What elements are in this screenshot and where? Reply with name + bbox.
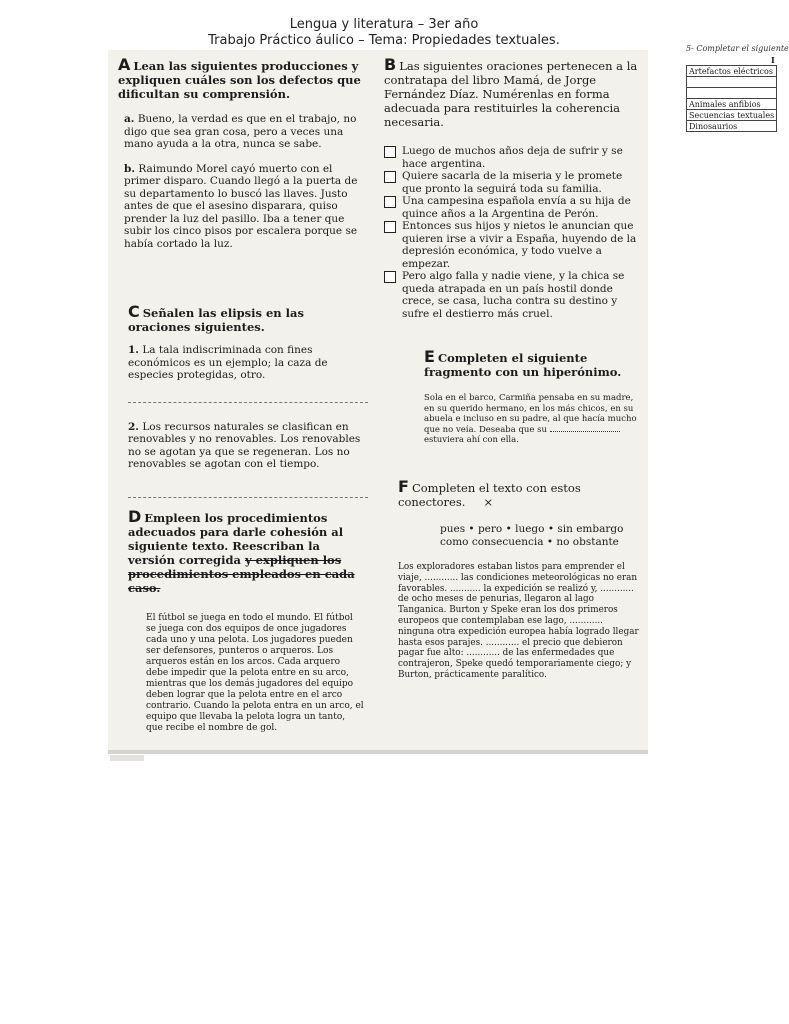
scan-edge <box>108 750 648 754</box>
list-item: Luego de muchos años deja de sufrir y se hace argentina. <box>384 145 640 170</box>
order-checkbox[interactable] <box>384 221 396 233</box>
section-b-instruction: Las siguientes oraciones pertenecen a la contratapa del libro Mamá, de Jorge Fernández Díaz. Numérenlas en forma adecuada para restituirles la coherencia necesaria. <box>384 59 638 129</box>
answer-line <box>128 497 368 498</box>
order-checkbox[interactable] <box>384 196 396 208</box>
section-f <box>398 477 640 681</box>
order-checkbox[interactable] <box>384 146 396 158</box>
section-e-instruction: Completen el siguiente fragmento con un hiperónimo. <box>424 351 622 379</box>
section-b-letter: B <box>384 55 397 74</box>
answer-line <box>128 402 368 403</box>
section-f-instruction: Completen el texto con estos conectores. <box>398 481 581 509</box>
checkbox-list <box>384 145 640 320</box>
side-page-fragment <box>686 44 789 164</box>
section-a-letter: A <box>118 55 131 74</box>
section-c-instruction: Señalen las elipsis en las oraciones siguientes. <box>128 306 304 334</box>
section-a <box>118 55 370 250</box>
table-row: Secuencias textuales <box>687 110 777 121</box>
explorers-paragraph: Los exploradores estaban listos para emprender el viaje, ............ las condiciones meteorológicas no eran favorables. ........... la expedición se realizó y, ............ de ocho meses de penurias, llegaron al lago Tanganica. Burton y Speke eran los dos primeros europeos que contemplaban ese lago, ............ ninguna otra expedición europea había logrado llegar hasta esos parajes. ............ el precio que debieron pagar fue alto: ............ de las enfermedades que contrajeron, Speke quedó temporariamente ciego; y Burton, prácticamente paralítico. <box>398 562 639 680</box>
connectors-box: pues • pero • luego • sin embargo como consecuencia • no obstante <box>440 523 624 548</box>
document-title: Lengua y literatura – 3er año <box>289 17 479 32</box>
section-e-letter: E <box>424 347 435 366</box>
scanned-worksheet <box>108 50 648 752</box>
close-mark-icon: × <box>483 495 494 509</box>
table-row <box>687 88 777 99</box>
hyperonym-blank[interactable] <box>550 431 620 432</box>
section-b <box>384 55 640 320</box>
side-fragment-table <box>686 55 777 132</box>
table-row: Dinosaurios <box>687 121 777 132</box>
section-c <box>128 302 368 498</box>
side-header-letter: I <box>770 55 775 65</box>
section-d-struck-text: y expliquen los procedimientos empleados en cada caso. <box>128 553 355 595</box>
list-item: 1. La tala indiscriminada con fines económicos es un ejemplo; la caza de especies protegidas, otro. <box>128 344 328 381</box>
list-item: 2. Los recursos naturales se clasifican en renovables y no renovables. Los renovables no se agotan ya que se regeneran. Los no renovables se agotan con el tiempo. <box>128 420 361 470</box>
list-item: Una campesina española envía a su hija de quince años a la Argentina de Perón. <box>384 195 640 220</box>
section-d-letter: D <box>128 507 142 526</box>
side-fragment-title: 5- Completar el siguiente <box>686 44 789 53</box>
fragment-text: Sola en el barco, Carmiña pensaba en su madre, en su querido hermano, en los más chicos, en su abuela e incluso en su padre, al que hacía mucho que no veía. Deseaba que su estuviera ahí con ella. <box>424 393 637 445</box>
list-item: Pero algo falla y nadie viene, y la chica se queda atrapada en un país hostil donde crece, se casa, lucha contra su destino y sufre el destierro más cruel. <box>384 270 640 320</box>
list-item: a. Bueno, la verdad es que en el trabajo, no digo que sea gran cosa, pero a veces una mano ayuda a la otra, nunca se sabe. <box>124 113 357 150</box>
section-c-letter: C <box>128 302 140 321</box>
football-paragraph: El fútbol se juega en todo el mundo. El fútbol se juega con dos equipos de once jugadores cada uno y una pelota. Los jugadores pueden ser defensores, punteros o arqueros. Los arqueros están en los arcos. Cada arquero debe impedir que la pelota entre en su arco, mientras que los demás jugadores del equipo deben lograr que la pelota entre en el arco contrario. Cuando la pelota entra en un arco, el equipo que llevaba la pelota logra un tanto, que recibe el nombre de gol. <box>146 613 364 733</box>
list-item: Quiere sacarla de la miseria y le promete que pronto la seguirá toda su familia. <box>384 170 640 195</box>
document-subtitle: Trabajo Práctico áulico – Tema: Propiedades textuales. <box>208 33 560 48</box>
table-row: Artefactos eléctricos <box>687 66 777 77</box>
table-row <box>687 77 777 88</box>
scan-mark <box>110 755 144 761</box>
section-d-instruction: Empleen los procedimientos adecuados para darle cohesión al siguiente texto. Reescriban la versión corregida <box>128 511 344 567</box>
order-checkbox[interactable] <box>384 271 396 283</box>
section-f-letter: F <box>398 477 409 496</box>
list-item: b. Raimundo Morel cayó muerto con el primer disparo. Cuando llegó a la puerta de su departamento lo buscó las llaves. Justo antes de que el asesino disparara, quiso prender la luz del pasillo. Iba a tener que subir los cinco pisos por escalera porque se había cortado la luz. <box>124 162 358 250</box>
section-d <box>128 507 368 734</box>
section-a-instruction: Lean las siguientes producciones y expliquen cuáles son los defectos que dificultan su comprensión. <box>118 59 361 101</box>
order-checkbox[interactable] <box>384 171 396 183</box>
table-row: Animales anfibios <box>687 99 777 110</box>
list-item: Entonces sus hijos y nietos le anuncian que quieren irse a vivir a España, huyendo de la depresión económica, y todo vuelve a empezar. <box>384 220 640 270</box>
section-e <box>424 347 644 446</box>
